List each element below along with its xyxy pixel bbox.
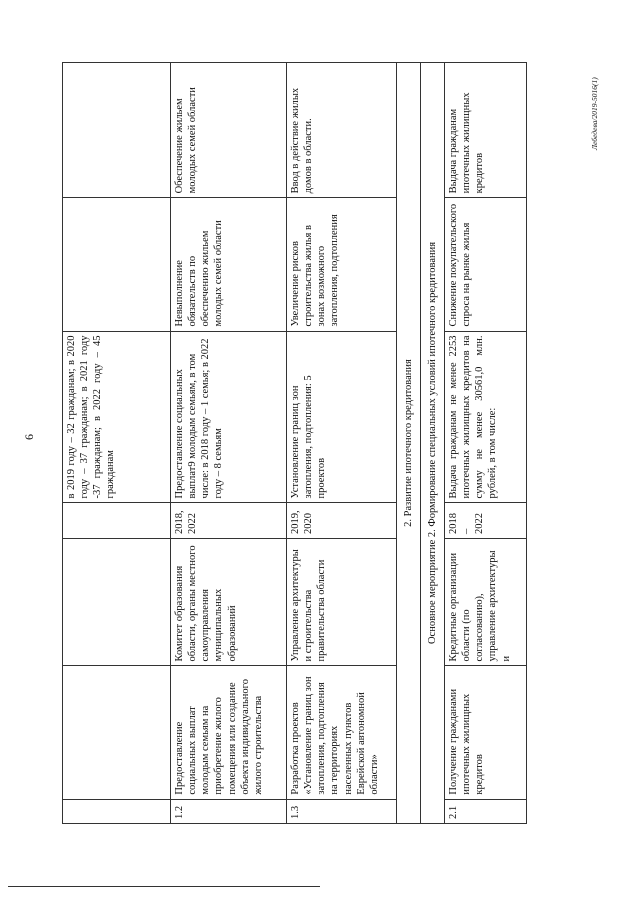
table-row-1-3 [287, 63, 397, 824]
cell-action: Разработка проектов «Установление границ зон затопления, подтопления на территориях населенных пунктов Еврейской автономной области» [287, 666, 397, 799]
cell-link: Ввод в действие жилых домов в области. [287, 63, 397, 198]
main-event-title: Основное мероприятие 2. Формирование специальных условий ипотечного кредитования [421, 63, 445, 824]
cell-action: Получение гражданами ипотечных жилищных кредитов [445, 666, 527, 799]
cell-result: в 2019 году – 32 гражданам; в 2020 году – 37 гражданам; в 2021 году -37 гражданам; в 2022 году – 45 гражданам [63, 331, 171, 503]
cell-executor: Кредитные организации области (по согласованию), управление архитектуры и [445, 538, 527, 666]
cell-years: 2018 – 2022 [445, 503, 527, 538]
cell-risk: Снижение покупательского спроса на рынке жилья [445, 198, 527, 331]
cell-num: 1.2 [171, 799, 287, 823]
cell-link: Выдача гражданам ипотечных жилищных кредитов [445, 63, 527, 198]
plan-table [62, 62, 527, 824]
cell-risk: Невыполнение обязательств по обеспечению жильем молодых семей области [171, 198, 287, 331]
section-header-row [397, 63, 421, 824]
table-row-1-2 [171, 63, 287, 824]
section-title: 2. Развитие ипотечного кредитования [397, 63, 421, 824]
main-event-row [421, 63, 445, 824]
cell-link: Обеспечение жильем молодых семей области [171, 63, 287, 198]
cell-executor: Управление архитектуры и строительства правительства области [287, 538, 397, 666]
cell-risk: Увеличение рисков строительства жилья в зонах возможного затопления, подтопления [287, 198, 397, 331]
cell-num: 1.3 [287, 799, 397, 823]
footer-code: Лебедева/2019-5016(1) [590, 77, 599, 150]
cell-num: 2.1 [445, 799, 527, 823]
table-row-2-1 [445, 63, 527, 824]
cell-years: 2019, 2020 [287, 503, 397, 538]
table-row-continuation [63, 63, 171, 824]
cell-result: Выдача гражданам не менее 2253 ипотечных жилищных кредитов на сумму не менее 30561,0 млн. рублей, в том числе: [445, 331, 527, 503]
page-number: 6 [22, 434, 36, 440]
cell-action: Предоставление социальных выплат молодым семьям на приобретение жилого помещения или создание объекта индивидуального жилого строительства [171, 666, 287, 799]
divider-line [8, 886, 320, 887]
cell-result: Установление границ зон затопления, подтопления: 5 проектов [287, 331, 397, 503]
cell-result: Предоставление социальных выплат9 молодым семьям, в том числе: в 2018 году – 1 семья; в 2022 году – 8 семьям [171, 331, 287, 503]
cell-years: 2018, 2022 [171, 503, 287, 538]
rotated-table-container [62, 62, 592, 824]
cell-executor: Комитет образования области, органы местного самоуправления муниципальных образований [171, 538, 287, 666]
